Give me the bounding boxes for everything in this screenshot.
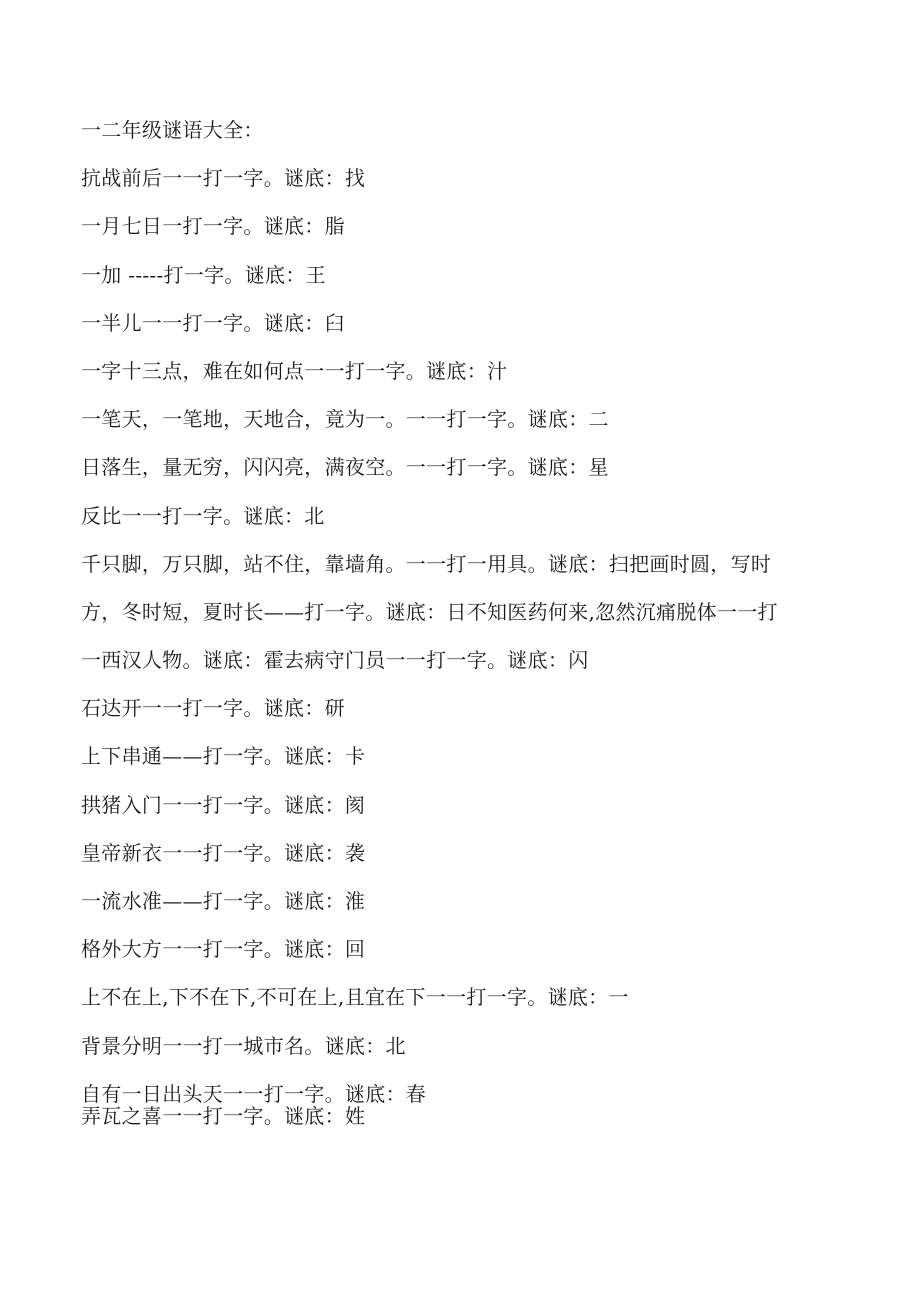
riddle-line: 抗战前后一一打一字。谜底：找 (81, 166, 366, 191)
riddle-line: 一笔天，一笔地，天地合，竟为一。一一打一字。谜底：二 (81, 407, 609, 432)
riddle-line: 千只脚，万只脚，站不住，靠墙角。一一打一用具。谜底：扫把画时圆，写时 (81, 551, 772, 576)
riddle-line: 上不在上,下不在下,不可在上,且宜在下一一打一字。谜底：一 (81, 985, 629, 1010)
riddle-line: 一月七日一打一字。谜底：脂 (81, 214, 345, 239)
riddle-line: 日落生，量无穷，闪闪亮，满夜空。一一打一字。谜底：星 (81, 455, 609, 480)
riddle-line: 一流水准——打一字。谜底：淮 (81, 889, 366, 913)
riddle-line: 一半儿一一打一字。谜底：臼 (81, 310, 345, 335)
riddle-line: 皇帝新衣一一打一字。谜底：袭 (81, 840, 366, 865)
riddle-line: 弄瓦之喜一一打一字。谜底：姓 (81, 1103, 366, 1128)
riddle-line: 反比一一打一字。谜底：北 (81, 503, 325, 528)
riddle-list (81, 116, 881, 1150)
riddle-line: 一加 -----打一字。谜底：王 (81, 262, 326, 287)
riddle-line: 石达开一一打一字。谜底：研 (81, 696, 345, 721)
document-title: 一二年级谜语大全： (81, 118, 264, 142)
riddle-line: 一字十三点，难在如何点一一打一字。谜底：汁 (81, 358, 508, 383)
riddle-line: 自有一日出头天一一打一字。谜底：春 (81, 1081, 427, 1106)
riddle-line: 背景分明一一打一城市名。谜底：北 (81, 1033, 406, 1058)
riddle-line: 一西汉人物。谜底：霍去病守门员一一打一字。谜底：闪 (81, 648, 589, 673)
riddle-line: 格外大方一一打一字。谜底：回 (81, 937, 366, 962)
riddle-line: 上下串通——打一字。谜底：卡 (81, 744, 366, 769)
riddle-line: 方，冬时短，夏时长——打一字。谜底：日不知医药何来,忽然沉痛脱体一一打 (81, 599, 778, 624)
riddle-line: 拱猪入门一一打一字。谜底：阂 (81, 792, 366, 817)
